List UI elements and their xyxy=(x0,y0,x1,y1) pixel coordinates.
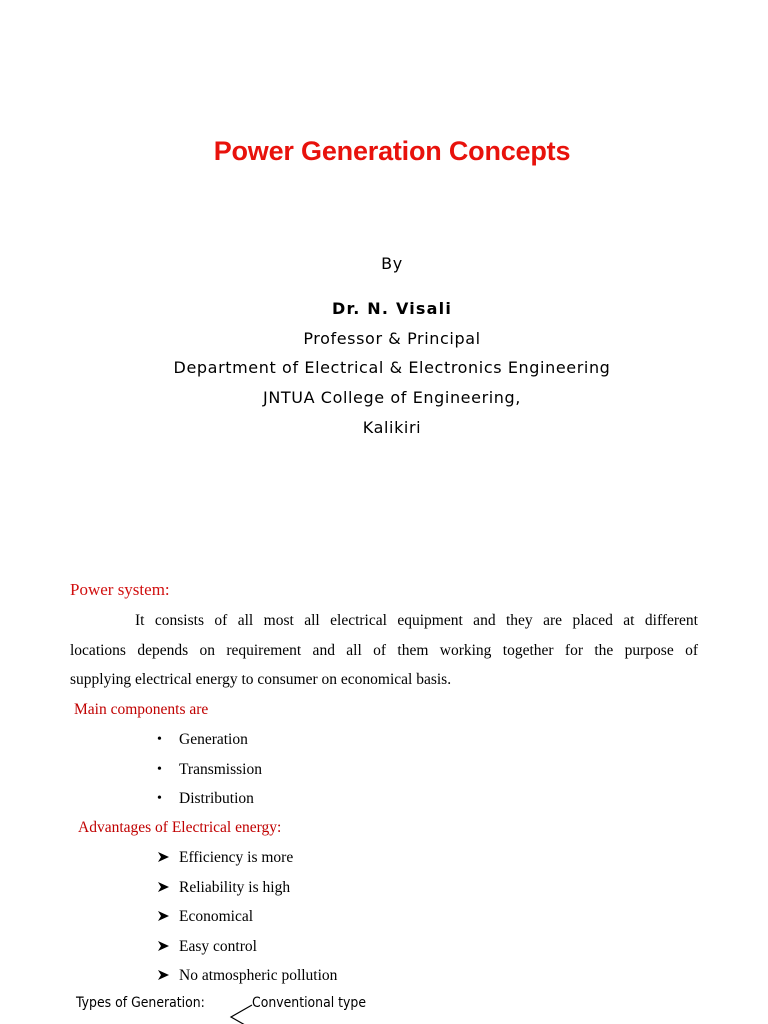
list-item xyxy=(157,848,337,878)
author-department: Department of Electrical & Electronics Engineering xyxy=(173,358,611,377)
byline-by: By xyxy=(381,254,403,273)
page-title: Power Generation Concepts xyxy=(213,136,571,166)
power-system-paragraph xyxy=(70,606,698,695)
author-role: Professor & Principal xyxy=(303,329,481,348)
list-item-label: Economical xyxy=(179,908,254,926)
bullet-dot-icon: • xyxy=(157,732,162,747)
list-item xyxy=(157,907,337,937)
main-components-list xyxy=(157,730,262,819)
arrowhead-bullet-icon xyxy=(157,848,179,863)
author-college: JNTUA College of Engineering, xyxy=(263,388,521,407)
arrowhead-bullet-icon xyxy=(157,907,179,922)
paragraph-line: locations depends on requirement and all of them working together for the purpose of xyxy=(70,641,698,659)
list-item-label: Distribution xyxy=(179,790,254,808)
list-item xyxy=(157,789,262,819)
list-item xyxy=(157,878,337,908)
main-components-heading: Main components are xyxy=(74,701,209,718)
branch-brace-icon xyxy=(228,1004,254,1024)
conventional-type-label: Conventional type xyxy=(252,995,367,1011)
list-item-label: Easy control xyxy=(179,937,257,955)
list-item xyxy=(157,966,337,996)
advantages-heading: Advantages of Electrical energy: xyxy=(78,819,282,836)
list-item-label: Transmission xyxy=(179,760,262,778)
advantages-list xyxy=(157,848,337,996)
arrowhead-bullet-icon xyxy=(157,937,179,952)
arrowhead-bullet-icon xyxy=(157,878,179,893)
list-item xyxy=(157,730,262,760)
list-item-label: No atmospheric pollution xyxy=(179,967,338,985)
list-item xyxy=(157,937,337,967)
bullet-dot-icon: • xyxy=(157,761,162,777)
list-item-label: Generation xyxy=(179,731,248,748)
paragraph-line: It consists of all most all electrical equipment and they are placed at different xyxy=(135,612,698,629)
paragraph-line: supplying electrical energy to consumer on economical basis. xyxy=(70,671,452,689)
power-system-heading: Power system: xyxy=(70,580,170,599)
bullet-dot-icon: • xyxy=(157,791,162,807)
author-place: Kalikiri xyxy=(362,418,422,437)
types-of-generation-label: Types of Generation: xyxy=(76,995,205,1011)
author-name: Dr. N. Visali xyxy=(331,299,453,318)
list-item xyxy=(157,760,262,790)
list-item-label: Efficiency is more xyxy=(179,849,294,866)
arrowhead-bullet-icon xyxy=(157,966,179,981)
list-item-label: Reliability is high xyxy=(179,878,291,896)
